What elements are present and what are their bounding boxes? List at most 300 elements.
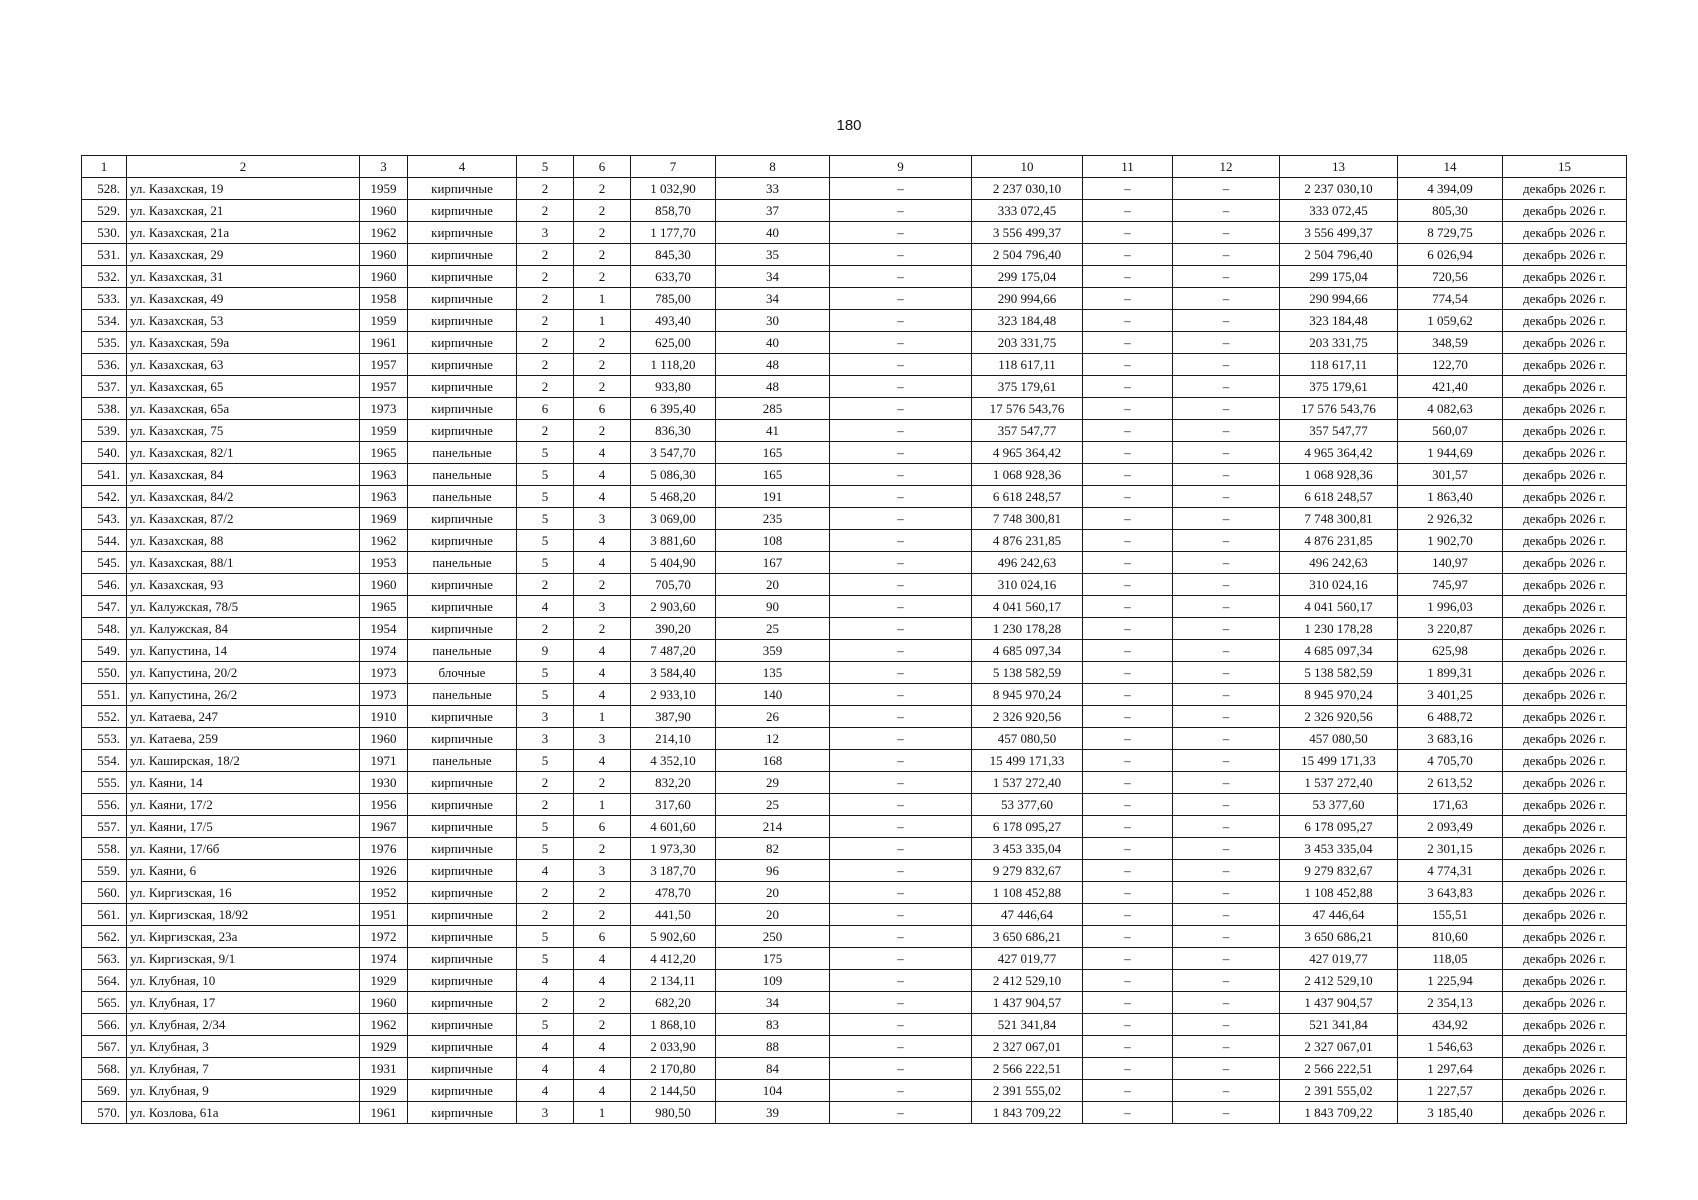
- table-cell: декабрь 2026 г.: [1503, 750, 1627, 772]
- table-cell: 4 876 231,85: [1280, 530, 1398, 552]
- table-cell: 1 537 272,40: [1280, 772, 1398, 794]
- table-cell: ул. Каяни, 17/5: [127, 816, 360, 838]
- table-cell: 1960: [360, 244, 408, 266]
- table-row: [82, 530, 1627, 552]
- table-cell: 2 237 030,10: [1280, 178, 1398, 200]
- table-cell: ул. Калужская, 78/5: [127, 596, 360, 618]
- table-cell: ул. Клубная, 3: [127, 1036, 360, 1058]
- table-cell: 1 297,64: [1398, 1058, 1503, 1080]
- table-row: [82, 838, 1627, 860]
- table-cell: 1963: [360, 486, 408, 508]
- table-cell: 1973: [360, 684, 408, 706]
- table-cell: 2: [574, 838, 631, 860]
- table-cell: 5 138 582,59: [972, 662, 1083, 684]
- table-cell: –: [830, 772, 972, 794]
- table-cell: декабрь 2026 г.: [1503, 772, 1627, 794]
- table-cell: 2 301,15: [1398, 838, 1503, 860]
- table-row: [82, 904, 1627, 926]
- table-cell: декабрь 2026 г.: [1503, 442, 1627, 464]
- table-cell: –: [1083, 706, 1173, 728]
- table-cell: –: [830, 684, 972, 706]
- table-cell: 5: [517, 948, 574, 970]
- table-cell: 1 177,70: [631, 222, 716, 244]
- table-cell: –: [830, 420, 972, 442]
- table-cell: 4 685 097,34: [972, 640, 1083, 662]
- table-cell: ул. Казахская, 65а: [127, 398, 360, 420]
- table-cell: 541.: [82, 464, 127, 486]
- table-cell: 457 080,50: [972, 728, 1083, 750]
- table-cell: 720,56: [1398, 266, 1503, 288]
- table-cell: 534.: [82, 310, 127, 332]
- table-cell: кирпичные: [408, 772, 517, 794]
- table-cell: 558.: [82, 838, 127, 860]
- table-cell: 2: [517, 618, 574, 640]
- table-header-row: [82, 156, 1627, 178]
- table-cell: 2: [574, 200, 631, 222]
- table-cell: –: [830, 244, 972, 266]
- table-cell: –: [1173, 1080, 1280, 1102]
- table-cell: –: [1173, 178, 1280, 200]
- table-cell: 1956: [360, 794, 408, 816]
- table-cell: 1962: [360, 530, 408, 552]
- table-cell: 3 650 686,21: [972, 926, 1083, 948]
- table-cell: панельные: [408, 750, 517, 772]
- table-cell: декабрь 2026 г.: [1503, 1102, 1627, 1124]
- table-cell: 118 617,11: [1280, 354, 1398, 376]
- table-cell: –: [1083, 1102, 1173, 1124]
- table-cell: декабрь 2026 г.: [1503, 1058, 1627, 1080]
- table-cell: 4: [574, 948, 631, 970]
- table-cell: 1951: [360, 904, 408, 926]
- table-cell: декабрь 2026 г.: [1503, 618, 1627, 640]
- table-cell: ул. Клубная, 7: [127, 1058, 360, 1080]
- table-cell: 566.: [82, 1014, 127, 1036]
- table-cell: 4: [574, 750, 631, 772]
- table-cell: 3 187,70: [631, 860, 716, 882]
- table-cell: кирпичные: [408, 596, 517, 618]
- table-cell: декабрь 2026 г.: [1503, 310, 1627, 332]
- table-cell: 109: [716, 970, 830, 992]
- table-cell: декабрь 2026 г.: [1503, 926, 1627, 948]
- table-cell: 3 220,87: [1398, 618, 1503, 640]
- table-cell: ул. Капустина, 20/2: [127, 662, 360, 684]
- table-cell: 122,70: [1398, 354, 1503, 376]
- table-cell: –: [830, 662, 972, 684]
- table-cell: кирпичные: [408, 1080, 517, 1102]
- table-cell: –: [1083, 178, 1173, 200]
- table-cell: –: [830, 926, 972, 948]
- table-cell: 2 327 067,01: [972, 1036, 1083, 1058]
- table-cell: 785,00: [631, 288, 716, 310]
- table-cell: –: [1173, 662, 1280, 684]
- table-cell: ул. Катаева, 259: [127, 728, 360, 750]
- table-cell: декабрь 2026 г.: [1503, 1036, 1627, 1058]
- table-cell: декабрь 2026 г.: [1503, 266, 1627, 288]
- table-cell: –: [830, 178, 972, 200]
- table-cell: –: [1083, 288, 1173, 310]
- table-row: [82, 200, 1627, 222]
- table-cell: 1 227,57: [1398, 1080, 1503, 1102]
- table-cell: декабрь 2026 г.: [1503, 178, 1627, 200]
- table-cell: 250: [716, 926, 830, 948]
- table-cell: ул. Каяни, 17/6б: [127, 838, 360, 860]
- table-cell: 5: [517, 530, 574, 552]
- table-row: [82, 948, 1627, 970]
- table-cell: декабрь 2026 г.: [1503, 288, 1627, 310]
- table-cell: 521 341,84: [972, 1014, 1083, 1036]
- table-cell: панельные: [408, 442, 517, 464]
- table-cell: –: [1083, 948, 1173, 970]
- table-cell: 2: [517, 376, 574, 398]
- table-cell: 1 059,62: [1398, 310, 1503, 332]
- table-row: [82, 728, 1627, 750]
- table-cell: 4 965 364,42: [972, 442, 1083, 464]
- table-cell: ул. Казахская, 84: [127, 464, 360, 486]
- table-cell: –: [1083, 222, 1173, 244]
- table-cell: 1973: [360, 398, 408, 420]
- table-cell: декабрь 2026 г.: [1503, 948, 1627, 970]
- table-cell: –: [1173, 508, 1280, 530]
- table-cell: 1960: [360, 266, 408, 288]
- table-cell: 155,51: [1398, 904, 1503, 926]
- table-cell: кирпичные: [408, 1058, 517, 1080]
- table-row: [82, 596, 1627, 618]
- table-cell: –: [1173, 772, 1280, 794]
- table-cell: 214,10: [631, 728, 716, 750]
- table-cell: 3 683,16: [1398, 728, 1503, 750]
- table-cell: 310 024,16: [972, 574, 1083, 596]
- table-cell: 5: [517, 486, 574, 508]
- table-cell: 2: [574, 904, 631, 926]
- table-cell: –: [1173, 992, 1280, 1014]
- table-cell: 832,20: [631, 772, 716, 794]
- table-cell: 1962: [360, 222, 408, 244]
- table-cell: 2 504 796,40: [1280, 244, 1398, 266]
- table-cell: 2 412 529,10: [972, 970, 1083, 992]
- table-cell: блочные: [408, 662, 517, 684]
- table-cell: –: [830, 992, 972, 1014]
- table-cell: 2: [517, 200, 574, 222]
- table-cell: 836,30: [631, 420, 716, 442]
- table-cell: декабрь 2026 г.: [1503, 398, 1627, 420]
- table-cell: 3: [517, 706, 574, 728]
- table-cell: декабрь 2026 г.: [1503, 882, 1627, 904]
- table-cell: 7 748 300,81: [1280, 508, 1398, 530]
- table-cell: –: [1173, 266, 1280, 288]
- table-row: [82, 222, 1627, 244]
- table-cell: 1929: [360, 1080, 408, 1102]
- table-cell: –: [830, 816, 972, 838]
- table-cell: ул. Казахская, 82/1: [127, 442, 360, 464]
- table-cell: 82: [716, 838, 830, 860]
- table-cell: декабрь 2026 г.: [1503, 332, 1627, 354]
- table-cell: –: [1173, 882, 1280, 904]
- table-cell: 1965: [360, 442, 408, 464]
- table-cell: –: [1173, 904, 1280, 926]
- table-cell: 4 601,60: [631, 816, 716, 838]
- table-cell: 2 903,60: [631, 596, 716, 618]
- table-cell: кирпичные: [408, 1102, 517, 1124]
- table-cell: 6 618 248,57: [972, 486, 1083, 508]
- table-cell: 4 041 560,17: [1280, 596, 1398, 618]
- table-cell: кирпичные: [408, 310, 517, 332]
- table-cell: 6 618 248,57: [1280, 486, 1398, 508]
- table-cell: 4: [574, 662, 631, 684]
- table-cell: 1 996,03: [1398, 596, 1503, 618]
- table-cell: 2 933,10: [631, 684, 716, 706]
- table-cell: –: [830, 508, 972, 530]
- table-cell: ул. Клубная, 9: [127, 1080, 360, 1102]
- table-cell: ул. Катаева, 247: [127, 706, 360, 728]
- table-cell: 2 613,52: [1398, 772, 1503, 794]
- table-cell: декабрь 2026 г.: [1503, 486, 1627, 508]
- table-cell: ул. Клубная, 17: [127, 992, 360, 1014]
- table-cell: 1959: [360, 420, 408, 442]
- table-cell: 1974: [360, 640, 408, 662]
- table-cell: –: [1173, 926, 1280, 948]
- table-cell: 562.: [82, 926, 127, 948]
- table-cell: 1 118,20: [631, 354, 716, 376]
- table-cell: –: [830, 838, 972, 860]
- table-cell: кирпичные: [408, 706, 517, 728]
- table-cell: 531.: [82, 244, 127, 266]
- table-cell: 556.: [82, 794, 127, 816]
- table-cell: панельные: [408, 464, 517, 486]
- table-cell: 537.: [82, 376, 127, 398]
- table-cell: кирпичные: [408, 222, 517, 244]
- table-cell: кирпичные: [408, 838, 517, 860]
- table-cell: –: [1173, 838, 1280, 860]
- table-cell: 3: [574, 508, 631, 530]
- table-cell: 3: [517, 1102, 574, 1124]
- table-cell: 774,54: [1398, 288, 1503, 310]
- table-cell: 8 945 970,24: [972, 684, 1083, 706]
- table-cell: 2 504 796,40: [972, 244, 1083, 266]
- table-cell: 2: [517, 332, 574, 354]
- table-cell: –: [1083, 310, 1173, 332]
- table-cell: 1 537 272,40: [972, 772, 1083, 794]
- table-cell: –: [830, 288, 972, 310]
- table-cell: –: [1173, 1036, 1280, 1058]
- table-cell: 1 843 709,22: [972, 1102, 1083, 1124]
- table-cell: 1: [574, 794, 631, 816]
- table-cell: 1 944,69: [1398, 442, 1503, 464]
- table-cell: 4: [574, 1058, 631, 1080]
- table-cell: 4: [574, 530, 631, 552]
- table-cell: 3 401,25: [1398, 684, 1503, 706]
- table-cell: 1929: [360, 970, 408, 992]
- table-cell: 301,57: [1398, 464, 1503, 486]
- table-cell: 5: [517, 816, 574, 838]
- table-cell: 214: [716, 816, 830, 838]
- table-cell: 545.: [82, 552, 127, 574]
- table-cell: декабрь 2026 г.: [1503, 794, 1627, 816]
- column-header: 10: [972, 156, 1083, 178]
- table-cell: –: [1173, 398, 1280, 420]
- table-cell: 434,92: [1398, 1014, 1503, 1036]
- table-cell: 1976: [360, 838, 408, 860]
- table-cell: 2: [517, 772, 574, 794]
- table-cell: 4: [517, 970, 574, 992]
- table-cell: 2: [574, 266, 631, 288]
- column-header: 4: [408, 156, 517, 178]
- table-cell: 4: [574, 1036, 631, 1058]
- table-cell: 2: [517, 244, 574, 266]
- table-cell: 540.: [82, 442, 127, 464]
- table-cell: 9 279 832,67: [1280, 860, 1398, 882]
- table-row: [82, 332, 1627, 354]
- table-cell: 30: [716, 310, 830, 332]
- table-cell: 375 179,61: [1280, 376, 1398, 398]
- table-row: [82, 178, 1627, 200]
- table-cell: ул. Капустина, 14: [127, 640, 360, 662]
- table-cell: 535.: [82, 332, 127, 354]
- table-cell: 1 108 452,88: [972, 882, 1083, 904]
- table-cell: 2: [574, 574, 631, 596]
- table-cell: 2: [517, 794, 574, 816]
- table-cell: –: [1173, 1102, 1280, 1124]
- table-cell: 805,30: [1398, 200, 1503, 222]
- table-cell: 6 178 095,27: [972, 816, 1083, 838]
- table-cell: 1953: [360, 552, 408, 574]
- page-number: 180: [836, 117, 862, 134]
- table-cell: ул. Казахская, 87/2: [127, 508, 360, 530]
- table-cell: 542.: [82, 486, 127, 508]
- table-cell: 1973: [360, 662, 408, 684]
- table-cell: 550.: [82, 662, 127, 684]
- table-cell: –: [1083, 376, 1173, 398]
- table-cell: 2: [517, 266, 574, 288]
- table-cell: 4: [517, 1080, 574, 1102]
- table-cell: 1 230 178,28: [972, 618, 1083, 640]
- table-cell: панельные: [408, 552, 517, 574]
- table-cell: 108: [716, 530, 830, 552]
- table-row: [82, 860, 1627, 882]
- table-cell: кирпичные: [408, 200, 517, 222]
- table-cell: 1 225,94: [1398, 970, 1503, 992]
- table-cell: декабрь 2026 г.: [1503, 1080, 1627, 1102]
- table-cell: ул. Киргизская, 23а: [127, 926, 360, 948]
- table-row: [82, 376, 1627, 398]
- column-header: 13: [1280, 156, 1398, 178]
- table-cell: 37: [716, 200, 830, 222]
- table-cell: кирпичные: [408, 948, 517, 970]
- table-row: [82, 1102, 1627, 1124]
- table-cell: 493,40: [631, 310, 716, 332]
- column-header: 12: [1173, 156, 1280, 178]
- table-cell: кирпичные: [408, 244, 517, 266]
- table-cell: 39: [716, 1102, 830, 1124]
- table-cell: 2 237 030,10: [972, 178, 1083, 200]
- column-header: 3: [360, 156, 408, 178]
- table-cell: 549.: [82, 640, 127, 662]
- table-cell: 2: [517, 310, 574, 332]
- table-row: [82, 750, 1627, 772]
- table-cell: –: [1083, 552, 1173, 574]
- table-cell: 2: [574, 332, 631, 354]
- table-cell: –: [1083, 442, 1173, 464]
- table-cell: 1954: [360, 618, 408, 640]
- table-cell: 5: [517, 750, 574, 772]
- table-cell: 4: [574, 640, 631, 662]
- table-cell: –: [1083, 420, 1173, 442]
- table-cell: ул. Киргизская, 18/92: [127, 904, 360, 926]
- table-cell: 5 404,90: [631, 552, 716, 574]
- table-cell: ул. Капустина, 26/2: [127, 684, 360, 706]
- table-cell: 4: [517, 596, 574, 618]
- table-cell: 165: [716, 442, 830, 464]
- table-cell: 3: [517, 222, 574, 244]
- table-cell: 1: [574, 1102, 631, 1124]
- table-cell: 625,00: [631, 332, 716, 354]
- table-cell: 6: [574, 398, 631, 420]
- table-cell: –: [830, 574, 972, 596]
- table-cell: декабрь 2026 г.: [1503, 508, 1627, 530]
- table-cell: 2: [517, 354, 574, 376]
- table-cell: декабрь 2026 г.: [1503, 244, 1627, 266]
- table-cell: 421,40: [1398, 376, 1503, 398]
- table-cell: 1969: [360, 508, 408, 530]
- table-cell: 34: [716, 266, 830, 288]
- table-cell: 2: [517, 178, 574, 200]
- table-cell: 6 026,94: [1398, 244, 1503, 266]
- table-cell: 8 729,75: [1398, 222, 1503, 244]
- table-cell: –: [830, 200, 972, 222]
- table-cell: 633,70: [631, 266, 716, 288]
- table-cell: 317,60: [631, 794, 716, 816]
- table-cell: 568.: [82, 1058, 127, 1080]
- table-row: [82, 970, 1627, 992]
- table-cell: 7 748 300,81: [972, 508, 1083, 530]
- table-cell: –: [1173, 706, 1280, 728]
- table-cell: 2 391 555,02: [1280, 1080, 1398, 1102]
- table-cell: декабрь 2026 г.: [1503, 376, 1627, 398]
- table-cell: 6 488,72: [1398, 706, 1503, 728]
- column-header: 14: [1398, 156, 1503, 178]
- table-cell: 1929: [360, 1036, 408, 1058]
- table-cell: 84: [716, 1058, 830, 1080]
- table-cell: кирпичные: [408, 926, 517, 948]
- table-cell: –: [830, 376, 972, 398]
- table-cell: –: [1083, 728, 1173, 750]
- table-row: [82, 266, 1627, 288]
- table-cell: 34: [716, 288, 830, 310]
- table-cell: 1 437 904,57: [972, 992, 1083, 1014]
- table-cell: –: [1083, 992, 1173, 1014]
- table-cell: –: [1083, 926, 1173, 948]
- table-cell: –: [1173, 288, 1280, 310]
- table-cell: 2 566 222,51: [972, 1058, 1083, 1080]
- table-cell: 35: [716, 244, 830, 266]
- table-row: [82, 1014, 1627, 1036]
- table-cell: 3: [517, 728, 574, 750]
- table-cell: кирпичные: [408, 376, 517, 398]
- table-cell: 3: [574, 860, 631, 882]
- table-cell: 2: [574, 178, 631, 200]
- table-cell: ул. Киргизская, 9/1: [127, 948, 360, 970]
- table-cell: декабрь 2026 г.: [1503, 860, 1627, 882]
- table-cell: –: [830, 794, 972, 816]
- table-cell: 1957: [360, 354, 408, 376]
- table-cell: 2: [574, 772, 631, 794]
- column-header: 9: [830, 156, 972, 178]
- table-cell: –: [830, 442, 972, 464]
- table-cell: 375 179,61: [972, 376, 1083, 398]
- table-cell: –: [1173, 860, 1280, 882]
- table-cell: 1 068 928,36: [1280, 464, 1398, 486]
- table-cell: 5 468,20: [631, 486, 716, 508]
- table-cell: 532.: [82, 266, 127, 288]
